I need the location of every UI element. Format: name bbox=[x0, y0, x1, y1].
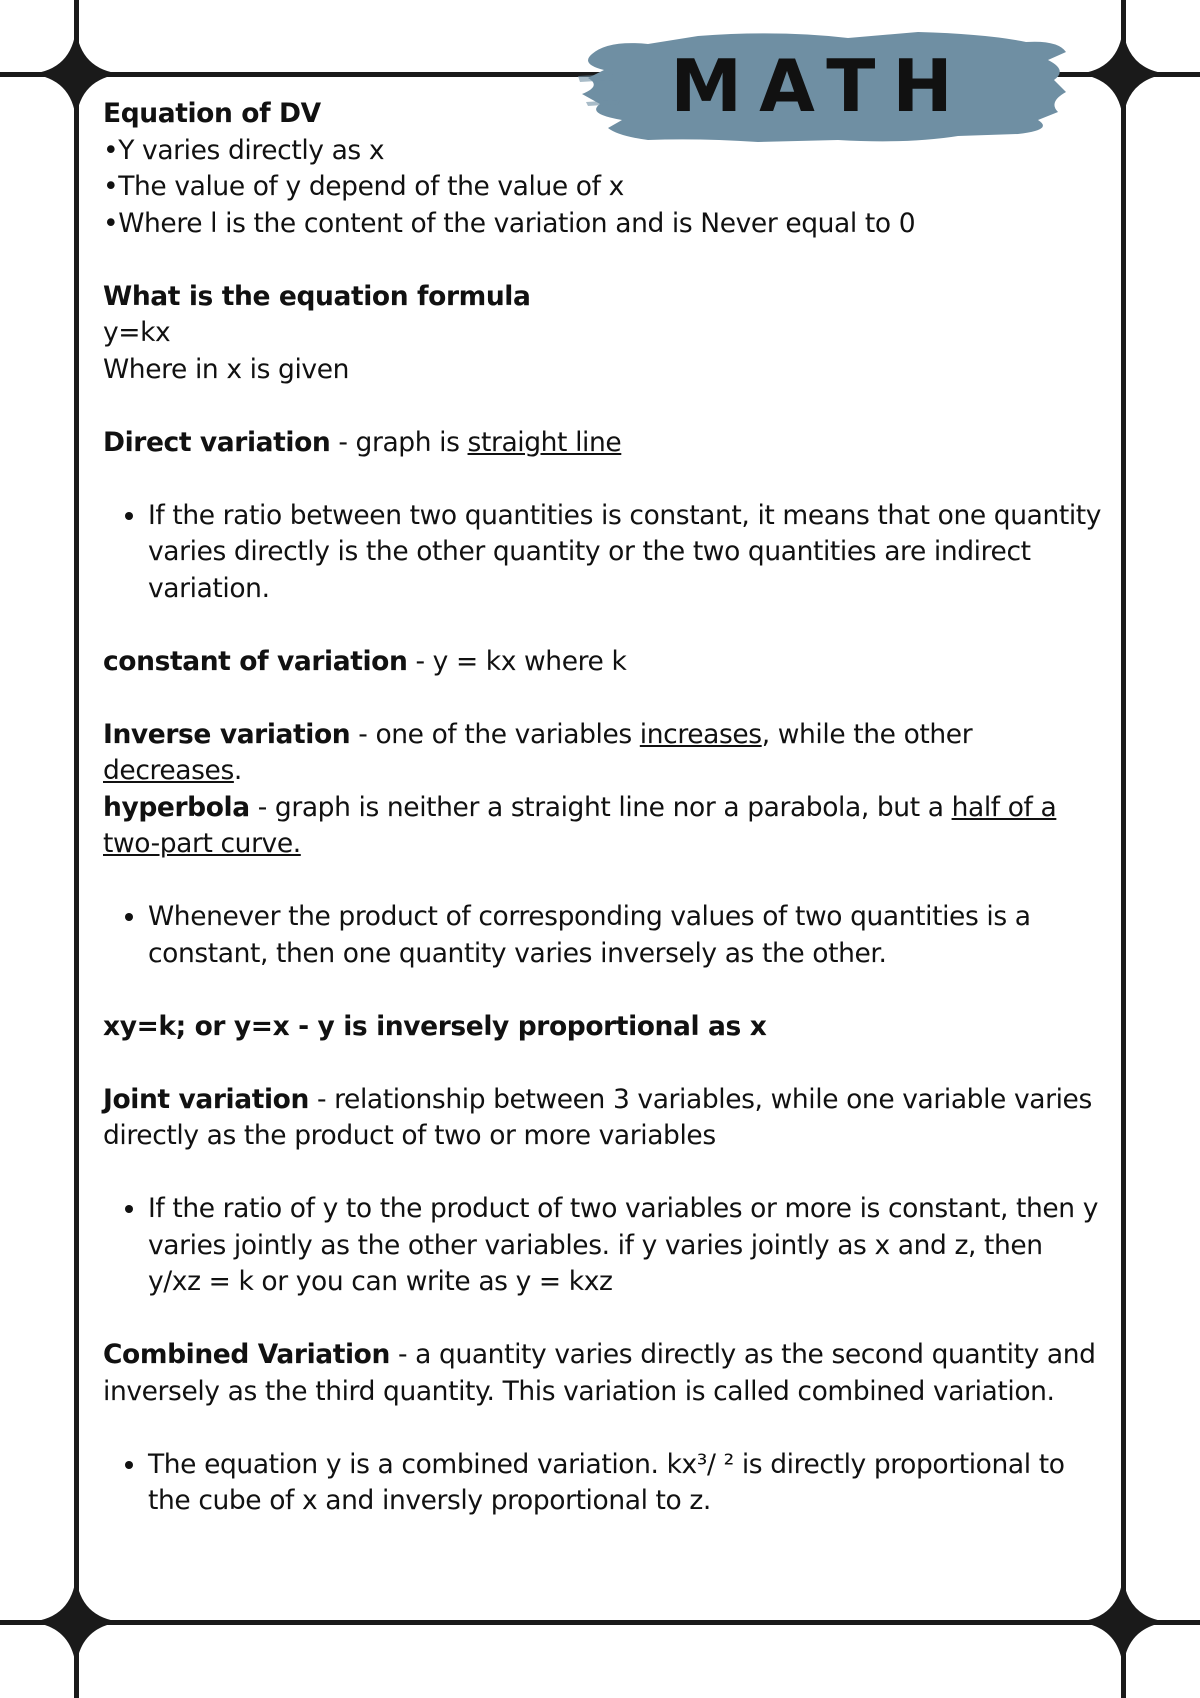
hyperbola-definition bbox=[103, 790, 1103, 863]
bullet-list bbox=[103, 1191, 1103, 1301]
definition-text: . bbox=[233, 755, 242, 786]
bullet-list bbox=[103, 1447, 1103, 1520]
note-line: •Where l is the content of the variation and is Never equal to 0 bbox=[103, 207, 916, 239]
underlined-text: half of a two-part curve. bbox=[103, 791, 1057, 859]
combined-variation-definition bbox=[103, 1337, 1103, 1410]
term: Inverse variation bbox=[103, 718, 351, 750]
term: Joint variation bbox=[103, 1083, 309, 1115]
notes-content bbox=[103, 96, 1103, 1520]
page-title: MATH bbox=[670, 44, 970, 128]
definition-text: - relationship between 3 variables, while one variable varies directly as the product of two or more variables bbox=[103, 1083, 1092, 1151]
definition-text: , while the other bbox=[761, 718, 973, 750]
term: hyperbola bbox=[103, 791, 250, 823]
formula-line: y=kx bbox=[103, 317, 171, 348]
definition-text: - a quantity varies directly as the second quantity and inversely as the third quantity. This variation is called combined variation. bbox=[103, 1339, 1096, 1407]
inverse-variation-definition bbox=[103, 717, 1103, 790]
term: Combined Variation bbox=[103, 1339, 390, 1370]
bullet-item: • If the ratio of y to the product of two variables or more is constant, then y varies jointly as the other variables. if y varies jointly as x and z, then y/xz = k or you can write as y = kxz bbox=[148, 1191, 1103, 1301]
bullet-item: • Whenever the product of corresponding values of two quantities is a constant, then one quantity varies inversely as the other. bbox=[148, 899, 1103, 972]
section-heading: Equation of DV bbox=[103, 98, 321, 129]
note-line: •The value of y depend of the value of x bbox=[103, 171, 624, 202]
definition-text: - graph is bbox=[330, 426, 468, 458]
term: constant of variation bbox=[103, 645, 408, 677]
section-heading: What is the equation formula bbox=[103, 280, 531, 312]
bullet-item: • The equation y is a combined variation. kx³/ ² is directly proportional to the cube of x and inversly proportional to z. bbox=[148, 1447, 1103, 1520]
definition-text: - one of the variables bbox=[350, 718, 640, 750]
bullet-list bbox=[103, 899, 1103, 972]
bullet-list bbox=[103, 498, 1103, 608]
frame-right-line bbox=[1121, 0, 1126, 1698]
definition-text: - y = kx where k bbox=[407, 645, 627, 677]
underlined-text: decreases bbox=[103, 755, 234, 786]
underlined-text: increases bbox=[639, 718, 762, 750]
term: Direct variation bbox=[103, 426, 331, 458]
constant-of-variation-definition bbox=[103, 644, 1103, 681]
note-line: •Y varies directly as x bbox=[103, 134, 385, 166]
inverse-formula: xy=k; or y=x - y is inversely proportional as x bbox=[103, 1010, 767, 1042]
bullet-item: • If the ratio between two quantities is constant, it means that one quantity varies directly is the other quantity or the two quantities are indirect variation. bbox=[148, 498, 1103, 608]
underlined-text: straight line bbox=[467, 426, 622, 458]
corner-star-icon bbox=[1077, 1576, 1169, 1668]
direct-variation-definition bbox=[103, 425, 1103, 462]
note-line: Where in x is given bbox=[103, 353, 349, 385]
corner-star-icon bbox=[30, 1576, 122, 1668]
frame-bottom-line bbox=[0, 1620, 1200, 1625]
joint-variation-definition bbox=[103, 1082, 1103, 1155]
frame-left-line bbox=[74, 0, 79, 1698]
definition-text: - graph is neither a straight line nor a parabola, but a bbox=[249, 791, 952, 823]
